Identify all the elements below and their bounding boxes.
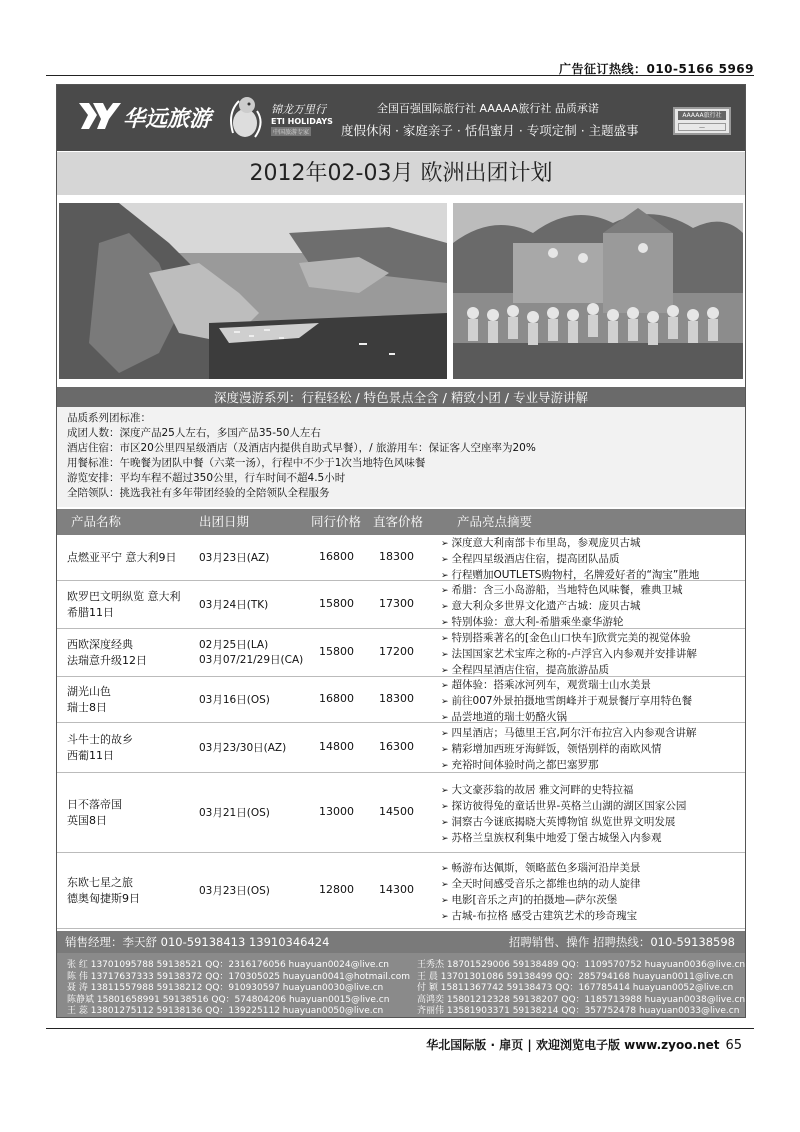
highlights bbox=[441, 861, 641, 925]
highlight-item: ➢ 古城-布拉格 感受古建筑艺术的珍奇瑰宝 bbox=[441, 909, 641, 925]
direct-price: 14500 bbox=[379, 805, 414, 818]
departure-dates bbox=[199, 551, 269, 566]
photo-area bbox=[57, 199, 745, 383]
highlight-item: ➢ 畅游布达佩斯，领略蓝色多瑙河沿岸美景 bbox=[441, 861, 641, 877]
product-name-line: 德奥匈捷斯9日 bbox=[67, 892, 140, 905]
departure-date: 02月25日(LA) bbox=[199, 639, 269, 651]
product-name bbox=[67, 875, 140, 907]
product-name bbox=[67, 637, 147, 669]
highlights bbox=[441, 631, 697, 679]
peer-price: 14800 bbox=[319, 740, 354, 753]
travel-ad bbox=[56, 84, 746, 1018]
standard-line: 全陪领队：挑选我社有多年带团经验的全陪领队全程服务 bbox=[67, 487, 330, 499]
quality-standards bbox=[57, 407, 745, 507]
highlight-item: ➢ 四星酒店；马德里王宫,阿尔汗布拉宫入内参观含讲解 bbox=[441, 726, 696, 742]
table-row bbox=[57, 535, 745, 581]
peer-price: 12800 bbox=[319, 883, 354, 896]
departure-dates bbox=[199, 741, 286, 756]
contact-entry: 陈 伟 13717637333 59138372 QQ：170305025 huayuan0041@hotmail.com bbox=[67, 971, 410, 982]
contact-entry: 齐丽伟 13581903371 59138214 QQ：357752478 huayuan0033@live.cn bbox=[417, 1006, 740, 1016]
standard-line: 游览安排：平均车程不超过350公里，行车时间不超4.5小时 bbox=[67, 472, 346, 484]
children-playground-photo bbox=[453, 203, 743, 379]
departure-date: 03月23日(OS) bbox=[199, 885, 270, 897]
recruit-info: 招聘销售、操作 招聘热线：010-59138598 bbox=[508, 935, 735, 949]
highlight-item: ➢ 洞察古今谜底揭晓大英博物馆 纵览世界文明发展 bbox=[441, 815, 686, 831]
top-divider bbox=[46, 75, 754, 76]
highlight-item: ➢ 深度意大利南部卡布里岛，参观庞贝古城 bbox=[441, 536, 699, 552]
highlight-item: ➢ 电影[音乐之声]的拍摄地—萨尔茨堡 bbox=[441, 893, 641, 909]
highlight-item: ➢ 全程四星级酒店住宿，提高团队品质 bbox=[441, 552, 699, 568]
product-name-line: 日不落帝国 bbox=[67, 798, 122, 811]
dragon-mascot-icon bbox=[225, 93, 267, 143]
tour-table bbox=[57, 535, 745, 929]
product-name-line: 希腊11日 bbox=[67, 606, 114, 619]
direct-price: 17200 bbox=[379, 645, 414, 658]
departure-date: 03月07/21/29日(CA) bbox=[199, 654, 304, 666]
contact-list bbox=[57, 953, 745, 1017]
partner-subtitle: 中国旅游专家 bbox=[273, 129, 310, 136]
table-header bbox=[57, 509, 745, 535]
standard-line: 品质系列团标准： bbox=[67, 412, 151, 424]
peer-price: 13000 bbox=[319, 805, 354, 818]
product-name-line: 法瑞意升级12日 bbox=[67, 654, 147, 667]
highlight-item: ➢ 大文豪莎翁的故居 雅文河畔的史特拉福 bbox=[441, 783, 686, 799]
contact-entry: 王秀杰 18701529006 59138489 QQ：1109570752 huayuan0036@live.cn bbox=[417, 960, 746, 970]
contact-entry: 付 颖 15811367742 59138473 QQ：167785414 huayuan0052@live.cn bbox=[417, 983, 734, 993]
product-name-line: 西欧深度经典 bbox=[67, 638, 133, 651]
header-highlights: 产品亮点摘要 bbox=[457, 514, 533, 529]
partner-name-en: ETI HOLIDAYS bbox=[271, 117, 333, 126]
direct-price: 16300 bbox=[379, 740, 414, 753]
highlight-item: ➢ 充裕时间体验时尚之都巴塞罗那 bbox=[441, 758, 696, 774]
departure-date: 03月24日(TK) bbox=[199, 599, 269, 611]
ad-hotline: 广告征订热线：010-5166 5969 bbox=[558, 62, 754, 76]
product-name bbox=[67, 550, 177, 566]
header-product-name: 产品名称 bbox=[71, 514, 122, 529]
product-name-line: 西葡11日 bbox=[67, 749, 114, 762]
table-row bbox=[57, 853, 745, 929]
product-name bbox=[67, 589, 181, 621]
series-text: 深度漫游系列：行程轻松 / 特色景点全含 / 精致小团 / 专业导游讲解 bbox=[214, 390, 588, 405]
product-name-line: 点燃亚平宁 意大利9日 bbox=[67, 551, 177, 564]
highlight-item: ➢ 前往007外景拍摄地雪朗峰并于观景餐厅享用特色餐 bbox=[441, 694, 692, 710]
highlight-item: ➢ 特别体验：意大利-希腊乘坐豪华游轮 bbox=[441, 615, 683, 631]
title-bar bbox=[57, 151, 745, 195]
footer-bar bbox=[57, 931, 745, 953]
departure-date: 03月23日(AZ) bbox=[199, 552, 270, 564]
departure-date: 03月21日(OS) bbox=[199, 807, 270, 819]
highlight-item: ➢ 超体验：搭乘冰河列车，观赏瑞士山水美景 bbox=[441, 678, 692, 694]
product-name-line: 瑞士8日 bbox=[67, 701, 107, 714]
product-name-line: 湖光山色 bbox=[67, 685, 111, 698]
product-name-line: 斗牛士的故乡 bbox=[67, 733, 133, 746]
highlight-item: ➢ 行程赠加OUTLETS购物村，名牌爱好者的“淘宝”胜地 bbox=[441, 568, 699, 584]
page-title: 2012年02-03月 欧洲出团计划 bbox=[249, 161, 553, 186]
badge-label: AAAAA旅行社 bbox=[678, 111, 726, 120]
table-row bbox=[57, 723, 745, 773]
partner-name-cn: 锦龙万里行 bbox=[271, 103, 326, 116]
huayuan-logo-icon bbox=[77, 99, 121, 133]
departure-dates bbox=[199, 638, 303, 668]
contact-entry: 王 晨 13701301086 59138499 QQ：285794168 huayuan0011@live.cn bbox=[417, 971, 734, 982]
highlight-item: ➢ 苏格兰皇族权利集中地爱丁堡古城堡入内参观 bbox=[441, 831, 686, 847]
departure-date: 03月16日(OS) bbox=[199, 694, 270, 706]
direct-price: 18300 bbox=[379, 692, 414, 705]
highlight-item: ➢ 品尝地道的瑞士奶酪火锅 bbox=[441, 710, 692, 726]
product-name-line: 东欧七星之旅 bbox=[67, 876, 133, 889]
peer-price: 15800 bbox=[319, 645, 354, 658]
product-name bbox=[67, 797, 122, 829]
contact-entry: 陈静斌 15801658991 59138516 QQ：574804206 huayuan0015@live.cn bbox=[67, 994, 390, 1005]
table-row bbox=[57, 629, 745, 677]
departure-dates bbox=[199, 884, 270, 899]
brand-name: 华远旅游 bbox=[123, 107, 212, 132]
departure-dates bbox=[199, 806, 270, 821]
page-footer bbox=[426, 1036, 742, 1053]
header-departure-date: 出团日期 bbox=[199, 514, 250, 529]
brand-banner bbox=[57, 85, 745, 151]
highlight-item: ➢ 探访彼得兔的童话世界-英格兰山湖的湖区国家公园 bbox=[441, 799, 686, 815]
brand-slogan-1: 全国百强国际旅行社 AAAAA旅行社 品质承诺 bbox=[377, 102, 599, 115]
page-number: 65 bbox=[725, 1038, 742, 1053]
product-name-line: 欧罗巴文明纵览 意大利 bbox=[67, 590, 181, 603]
product-name bbox=[67, 684, 111, 716]
table-row bbox=[57, 773, 745, 853]
highlights bbox=[441, 783, 686, 847]
direct-price: 14300 bbox=[379, 883, 414, 896]
direct-price: 18300 bbox=[379, 550, 414, 563]
standard-line: 酒店住宿：市区20公里四星级酒店（及酒店内提供自助式早餐），/ 旅游用车：保证客人空座率为20% bbox=[67, 442, 536, 454]
peer-price: 16800 bbox=[319, 550, 354, 563]
header-direct-price: 直客价格 bbox=[373, 514, 424, 529]
direct-price: 17300 bbox=[379, 597, 414, 610]
coastal-village-photo bbox=[59, 203, 447, 379]
contact-entry: 张 红 13701095788 59138521 QQ：2316176056 huayuan0024@live.cn bbox=[67, 960, 389, 970]
highlight-item: ➢ 全天时间感受音乐之都维也纳的动人旋律 bbox=[441, 877, 641, 893]
departure-dates bbox=[199, 598, 268, 613]
table-row bbox=[57, 677, 745, 723]
table-row bbox=[57, 581, 745, 629]
header-peer-price: 同行价格 bbox=[311, 514, 362, 529]
edition-info: 华北国际版 · 扉页 | 欢迎浏览电子版 www.zyoo.net bbox=[426, 1038, 720, 1052]
aaaaa-badge bbox=[673, 107, 731, 135]
peer-price: 15800 bbox=[319, 597, 354, 610]
highlights bbox=[441, 536, 699, 584]
highlights bbox=[441, 678, 692, 726]
product-name-line: 英国8日 bbox=[67, 814, 107, 827]
brand-slogan-2: 度假休闲 · 家庭亲子 · 恬侣蜜月 · 专项定制 · 主题盛事 bbox=[341, 123, 639, 138]
highlight-item: ➢ 意大利众多世界文化遗产古城：庞贝古城 bbox=[441, 599, 683, 615]
series-bar bbox=[57, 387, 745, 407]
contact-entry: 王 蕊 13801275112 59138136 QQ：139225112 huayuan0050@live.cn bbox=[67, 1006, 384, 1016]
highlights bbox=[441, 726, 696, 774]
highlight-item: ➢ 法国国家艺术宝库之称的-卢浮宫入内参观并安排讲解 bbox=[441, 647, 697, 663]
highlight-item: ➢ 精彩增加西班牙海鲜饭，领悟别样的南欧风情 bbox=[441, 742, 696, 758]
standard-line: 用餐标准：午晚餐为团队中餐（六菜一汤），行程中不少于1次当地特色风味餐 bbox=[67, 457, 426, 469]
sales-manager: 销售经理：李天舒 010-59138413 13910346424 bbox=[65, 935, 330, 949]
badge-seal: — bbox=[678, 123, 726, 131]
departure-date: 03月23/30日(AZ) bbox=[199, 742, 287, 754]
highlights bbox=[441, 583, 683, 631]
product-name bbox=[67, 732, 133, 764]
standard-line: 成团人数：深度产品25人左右，多国产品35-50人左右 bbox=[67, 427, 321, 439]
contact-entry: 聂 涛 13811557988 59138212 QQ：910930597 huayuan0030@live.cn bbox=[67, 983, 384, 993]
bottom-divider bbox=[46, 1028, 754, 1029]
partner-logo bbox=[225, 93, 345, 145]
contact-entry: 高鸿奕 15801212328 59138207 QQ：1185713988 huayuan0038@live.cn bbox=[417, 994, 746, 1005]
departure-dates bbox=[199, 693, 270, 708]
highlight-item: ➢ 全程四星酒店住宿，提高旅游品质 bbox=[441, 663, 697, 679]
highlight-item: ➢ 特别搭乘著名的[金色山口快车]欣赏完美的视觉体验 bbox=[441, 631, 697, 647]
peer-price: 16800 bbox=[319, 692, 354, 705]
highlight-item: ➢ 希腊：含三小岛游船，当地特色风味餐，雅典卫城 bbox=[441, 583, 683, 599]
